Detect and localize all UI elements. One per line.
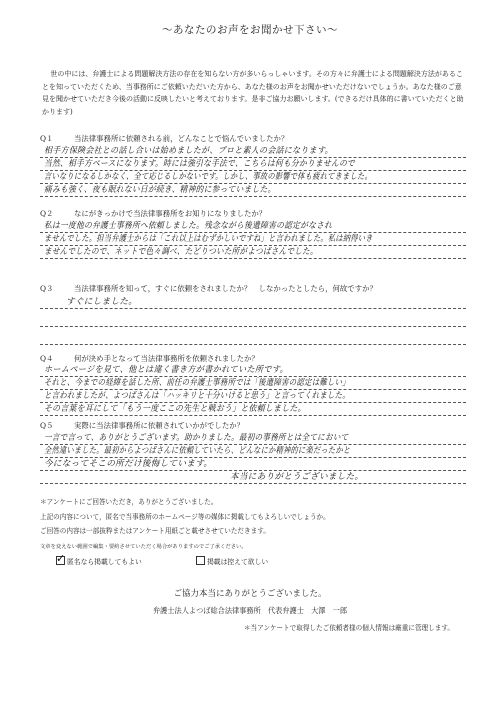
answer-block-3 (40, 296, 466, 345)
handwritten-answer: 本当にありがとうございました。 (230, 472, 364, 482)
question-number: Q３ (40, 284, 54, 293)
closing-thanks: ご協力本当にありがとうございました。 (173, 589, 327, 599)
handwritten-answer: 相手方保険会社との話し合いは始めましたが、プロと素人の会話になります。 (44, 146, 333, 156)
handwritten-answer: 痛みも強く、夜も眠れない日が続き、精神的に参っていました。 (44, 185, 276, 195)
option-anonymous[interactable] (56, 552, 142, 566)
firm-signature: 弁護士法人よつば総合法律事務所 代表弁護士 大澤 一郎 (152, 606, 348, 615)
handwritten-answer: 今になってそこの所だけ後悔しています。 (44, 459, 213, 469)
answer-line (40, 471, 466, 484)
consent-detail: ご回答の内容は一部抜粋またはアンケート用紙ごと載せさせていただきます。 (40, 527, 270, 535)
checkbox-decline[interactable] (196, 556, 205, 565)
thanks-note: ＊アンケートにご回答いただき，ありがとうございました。 (40, 498, 218, 506)
question-2 (40, 208, 266, 219)
handwritten-answer: と言われましたが、よつばさんは「ハッキリと十分いけると思う」と言ってくれました。 (44, 391, 350, 401)
handwritten-answer: ホームページを見て、他とは違く書き方が書かれていた所です。 (44, 365, 289, 375)
handwritten-answer: 私は一度他の弁護士事務所へ依頼しました。残念ながら後遺障害の認定がなされ (44, 221, 333, 231)
page-title: 〜あなたのお声をお聞かせ下さい〜 (162, 24, 338, 36)
question-5 (40, 420, 244, 431)
question-text: 何が決め手となって当法律事務所を依頼されましたか？ (74, 354, 259, 363)
handwritten-answer: それと、今までの経緯を話した所、前任の弁護士事務所では「後遺障害の認定は難しい」 (44, 378, 350, 388)
answer-line (40, 296, 466, 309)
handwritten-answer: ませんでした。担当弁護士からは「これ以上はむずかしいですね」と言われました。私は納得いき (44, 234, 373, 244)
handwritten-answer: 当然、相手方ペースになります。時には強引な手法で、こちらは何も分かりませんので (44, 159, 356, 169)
option-label: 匿名なら掲載してもよい (67, 558, 142, 566)
answer-line (40, 309, 466, 327)
question-text: 実際に当法律事務所に依頼されていかがでしたか？ (74, 421, 244, 430)
privacy-note: ＊当アンケートで取得したご依頼者様の個人情報は厳重に管理します。 (243, 624, 454, 632)
question-number: Q２ (40, 209, 54, 218)
question-number: Q５ (40, 421, 54, 430)
handwritten-answer: 一言で言って、ありがとうございます。助かりました。最初の事務所とは全てにおいて (44, 433, 349, 443)
consent-question: 上記の内容について，匿名で当事務所のホームページ等の媒体に掲載してもよろしいでしょうか。 (40, 513, 330, 521)
intro-paragraph: 世の中には、弁護士による問題解決方法の存在を知らない方が多いらっしゃいます。その方々に弁護士による問題解決方法があることを知っていただくため、当事務所にご依頼いただいた方から、あなた様のお声をお聞かせいただけないでしょうか。あなた様のご意見を聞かせていただき今後の活動に反映したいと考えております。是非ご協力お願いします。(できるだけ具体的に書いていただくと助かります) (42, 70, 464, 116)
question-1 (40, 133, 288, 144)
handwritten-answer: ませんでしたので、ネットで色々調べ、たどりついた所がよつばさんでした。 (44, 247, 318, 257)
answer-block-2 (40, 220, 466, 259)
answer-line (40, 246, 466, 259)
handwritten-answer: すぐにしました。 (66, 297, 138, 307)
question-text: なにがきっかけで当法律事務所をお知りになりましたか？ (74, 209, 267, 218)
answer-line (40, 403, 466, 416)
checkbox-anonymous[interactable] (56, 552, 66, 565)
edit-note: 文章を変えない範囲で編集・要約させていただく場合がありますのでご了承ください。 (40, 544, 247, 550)
question-text: 当法律事務所に依頼される前，どんなことで悩んでいましたか？ (74, 134, 289, 143)
answer-line (40, 327, 466, 345)
question-number: Q１ (40, 134, 54, 143)
option-label: 掲載は控えて欲しい (207, 558, 269, 566)
option-decline[interactable] (196, 556, 268, 566)
handwritten-answer: 全然違いました。最初からよつばさんに依頼していたら、どんなにか精神的に楽だったかと (44, 446, 351, 456)
question-number: Q４ (40, 354, 54, 363)
question-3 (40, 283, 377, 294)
question-text: 当法律事務所を知って，すぐに依頼をされましたか？ しなかったとしたら，何故ですか？ (74, 284, 377, 293)
handwritten-answer: 言いなりになるしかなく、全て応じるしかないです。しかし、事故の影響で体も疲れてきました。 (44, 172, 372, 182)
answer-block-5 (40, 432, 466, 484)
answer-block-1 (40, 145, 466, 197)
answer-block-4 (40, 364, 466, 416)
handwritten-answer: その言葉を耳にして「もう一度ここの先生と戦おう」と依頼しました。 (44, 404, 306, 414)
answer-line (40, 184, 466, 197)
check-mark-icon: ✓ (56, 552, 66, 565)
